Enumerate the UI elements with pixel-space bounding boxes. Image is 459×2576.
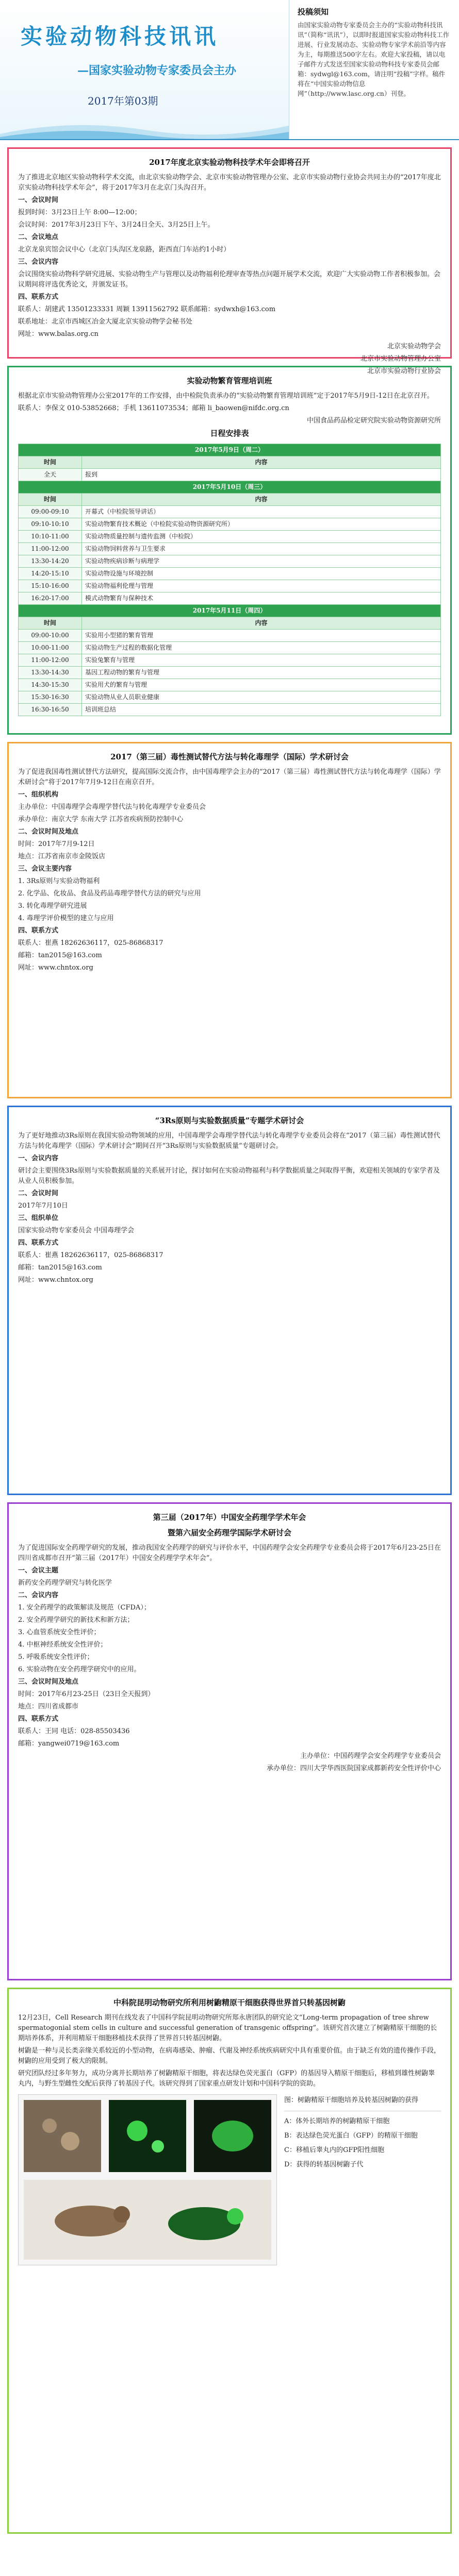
schedule-row: [19, 679, 441, 691]
schedule-row: [19, 592, 441, 605]
subheading: 二、会议地点: [18, 233, 59, 241]
website-link[interactable]: 网址：www.chntox.org: [18, 964, 93, 972]
schedule-item: 实验动物福利伦理与管理: [82, 580, 441, 592]
paragraph: 1. 3Rs原则与实验动物福利: [18, 877, 100, 885]
paragraph: 主办单位：中国毒理学会毒理学替代法与转化毒理学专业委员会: [18, 803, 206, 811]
paragraph: 联系人：王同 电话：028-85503436: [18, 1727, 130, 1735]
schedule-time: 15:10-16:00: [19, 580, 82, 592]
paragraph: 时间：2017年6月23-25日（23日全天报到）: [18, 1690, 155, 1698]
schedule-column-header: 内容: [82, 456, 441, 469]
article-breeding-training: [7, 366, 452, 735]
newsletter-title: 实验动物科技讯讯: [21, 24, 219, 49]
article-intro: 根据北京市实验动物管理办公室2017年的工作安排，由中检院负责承办的“实验动物繁育管理培训班”定于2017年5月9日-12日在北京召开。: [18, 392, 434, 400]
paragraph: 北京龙泉宾馆会议中心（北京门头沟区龙泉路，距西直门车站约1小时）: [18, 246, 231, 253]
schedule-item: 模式动物繁育与保种技术: [82, 592, 441, 605]
schedule-item: 培训班总结: [82, 704, 441, 716]
signature: 主办单位：中国药理学会安全药理学专业委员会: [300, 1752, 441, 1760]
article-intro: 12月23日，Cell Research 期刊在线发表了中国科学院昆明动物研究所郑永唐团队的研究论文“Long-term propagation of tree shrew spermatogonial stem cells in culture and successful generation of transgenic offspring”。该研究首次建立了树鼩精原干细胞的长期培养体系，并利用精原干细胞移植技术获得了世界首只转基因树鼩。: [18, 2014, 437, 2042]
email-link[interactable]: 邮箱：tan2015@163.com: [18, 1264, 102, 1272]
paragraph: 联系人：胡建武 13501233331 周颖 13911562792 联系邮箱：sydwxh@163.com: [18, 306, 276, 313]
paragraph: 5. 呼吸系统安全性评价；: [18, 1653, 94, 1661]
legend-item: B：表达绿色荧光蛋白（GFP）的精原干细胞: [284, 2132, 418, 2140]
legend-item: C：移植后睾丸内的GFP阳性细胞: [284, 2146, 385, 2154]
schedule-day-header: 2017年5月10日（周三）: [19, 481, 441, 494]
paragraph: 联系地址：北京市西城区冶金大厦北京实验动物学会秘书处: [18, 318, 193, 326]
issue-number: 2017年第03期: [88, 95, 158, 107]
email-link[interactable]: 邮箱：yangwei0719@163.com: [18, 1740, 120, 1748]
schedule-row: [19, 580, 441, 592]
schedule-item: 实验动物繁育技术概论（中检院实验动物资源研究所）: [82, 518, 441, 531]
masthead: [0, 0, 459, 140]
paragraph: 地点：江苏省南京市金陵饭店: [18, 853, 106, 860]
schedule-row: [19, 518, 441, 531]
paragraph: 3. 心血管系统安全性评价；: [18, 1629, 101, 1636]
schedule-time: 13:30-14:20: [19, 555, 82, 568]
schedule-row: [19, 469, 441, 481]
schedule-item: 实验动物疾病诊断与病理学: [82, 555, 441, 568]
schedule-item: 开幕式（中检院领导讲话）: [82, 506, 441, 518]
subheading: 三、会议时间及地点: [18, 1678, 79, 1686]
signature: 承办单位：四川大学华西医院国家成都新药安全性评价中心: [266, 1765, 441, 1772]
article-title: 第三届（2017年）中国安全药理学学术年会: [153, 1513, 306, 1522]
subheading: 一、会议时间: [18, 196, 59, 204]
schedule-time: 全天: [19, 469, 82, 481]
article-intro: 为了促进我国毒性测试替代方法研究，提高国际交流合作，由中国毒理学会主办的“2017（第三届）毒性测试替代方法与转化毒理学（国际）学术研讨会”将于2017年7月9-12日在南京召开。: [18, 768, 441, 786]
subheading: 三、会议主要内容: [18, 865, 72, 873]
paragraph: 2. 化学品、化妆品、食品及药品毒理学替代方法的研究与应用: [18, 890, 201, 897]
schedule-item: 实验动物饲料营养与卫生要求: [82, 543, 441, 555]
signature: 北京市实验动物行业协会: [367, 367, 441, 375]
schedule-row: [19, 691, 441, 704]
paragraph: 1. 安全药理学的政策解读及规范（CFDA）；: [18, 1604, 151, 1612]
paragraph: 树鼩是一种与灵长类亲缘关系较近的小型动物，在病毒感染、肿瘤、代谢及神经系统疾病研究中具有重要价值。由于缺乏有效的遗传操作手段，树鼩的应用受到了极大的限制。: [18, 2047, 441, 2065]
subheading: 四、联系方式: [18, 1239, 59, 1247]
schedule-item: 实验动物从业人员职业健康: [82, 691, 441, 704]
subheading: 三、会议内容: [18, 258, 59, 266]
article-title: 实验动物繁育管理培训班: [187, 376, 272, 385]
subheading: 二、会议内容: [18, 1591, 59, 1599]
schedule-item: 实验动物质量控制与遗传监测（中检院）: [82, 531, 441, 543]
schedule-table: [18, 444, 441, 716]
schedule-time: 09:00-09:10: [19, 506, 82, 518]
signature: 北京实验动物学会: [387, 343, 441, 350]
paragraph: 联系人：崔燕 18262636117，025-86868317: [18, 1251, 163, 1259]
subheading: 一、会议内容: [18, 1155, 59, 1162]
schedule-time: 16:30-16:50: [19, 704, 82, 716]
schedule-column-header: 时间: [19, 617, 82, 630]
newsletter-subtitle: —国家实验动物专家委员会主办: [77, 64, 237, 77]
signature: 中国食品药品检定研究院实验动物资源研究所: [306, 417, 441, 425]
subheading: 三、组织单位: [18, 1214, 59, 1222]
schedule-row: [19, 667, 441, 679]
schedule-item: 实验兔繁育与管理: [82, 654, 441, 667]
article-3rs-symposium: [7, 1106, 452, 1495]
paragraph: 研讨会主要围绕3Rs原则与实验数据质量的关系展开讨论，探讨如何在实验动物福利与科学数据质量之间取得平衡，欢迎相关领域的专家学者及从业人员积极参加。: [18, 1167, 440, 1185]
schedule-time: 09:00-10:00: [19, 630, 82, 642]
schedule-row: [19, 555, 441, 568]
schedule-item: 实验用小型猪的繁育管理: [82, 630, 441, 642]
legend-item: D：获得的转基因树鼩子代: [284, 2161, 364, 2168]
brand-area: [0, 0, 289, 139]
schedule-day-header: 2017年5月9日（周二）: [19, 444, 441, 456]
website-link[interactable]: 网址：www.chntox.org: [18, 1276, 93, 1284]
article-title: “3Rs原则与实验数据质量”专题学术研讨会: [155, 1116, 304, 1125]
paragraph: 会议围绕实验动物科学研究进展、实验动物生产与管理以及动物福利伦理审查等热点问题开展学术交流，欢迎广大实验动物工作者积极参加。会议期间将评选优秀论文，并颁发证书。: [18, 270, 441, 289]
article-intro: 为了推进北京地区实验动物科学术交流，由北京实验动物学会、北京市实验动物管理办公室、北京市实验动物行业协会共同主办的“2017年度北京实验动物科技学术年会”，将于2017年3月在北京门头沟召开。: [18, 174, 441, 192]
subheading: 二、会议时间: [18, 1190, 59, 1197]
paragraph: 联系人：崔燕 18262636117，025-86868317: [18, 939, 163, 947]
wave-decoration-icon: [0, 118, 289, 139]
subheading: 一、组织机构: [18, 791, 59, 799]
notice-heading: 投稿须知: [298, 7, 329, 16]
paragraph: 6. 实验动物在安全药理学研究中的应用。: [18, 1666, 141, 1673]
figure-caption: 图：树鼩精原干细胞培养及转基因树鼩的获得: [284, 2096, 419, 2104]
subheading: 四、联系方式: [18, 293, 59, 301]
schedule-item: 基因工程动物的繁育与管理: [82, 667, 441, 679]
schedule-column-header: 时间: [19, 494, 82, 506]
notice-text: 由国家实验动物专家委员会主办的“实验动物科技讯讯”（简称“讯讯”），以即时报道国家实验动物科技工作进展、行业发展动态、实验动物专家学术前沿等内容为主，每期推送500字左右。欢迎大家投稿，请以电子邮件方式发送至国家实验动物科技专家委员会邮箱：sydwgl@163.com，请注明“投稿”字样。稿件将在“中国实验动物信息网”（http://www.lasc.org.cn）刊登。: [298, 21, 450, 97]
article-title: 2017（第三届）毒性测试替代方法与转化毒理学（国际）学术研讨会: [110, 752, 349, 761]
paragraph: 承办单位：南京大学 东南大学 江苏省疾病预防控制中心: [18, 816, 184, 823]
schedule-title: 日程安排表: [210, 429, 249, 438]
schedule-time: 14:30-15:30: [19, 679, 82, 691]
legend-item: A：体外长期培养的树鼩精原干细胞: [284, 2117, 390, 2125]
schedule-column-header: 内容: [82, 494, 441, 506]
paragraph: 2. 安全药理学研究的新技术和新方法；: [18, 1616, 134, 1624]
schedule-row: [19, 543, 441, 555]
paragraph: 时间：2017年7月9-12日: [18, 840, 95, 848]
schedule-time: 11:00-12:00: [19, 543, 82, 555]
schedule-row: [19, 642, 441, 654]
schedule-row: [19, 704, 441, 716]
email-link[interactable]: 邮箱：tan2015@163.com: [18, 952, 102, 959]
paragraph: 2017年7月10日: [18, 1202, 68, 1210]
paragraph: 4. 毒理学评价模型的建立与应用: [18, 914, 114, 922]
subheading: 一、会议主题: [18, 1567, 59, 1574]
schedule-time: 10:10-11:00: [19, 531, 82, 543]
schedule-item: 实验动物设施与环境控制: [82, 568, 441, 580]
figure-block: [18, 2094, 441, 2265]
paragraph: 研究团队经过多年努力，成功分离并长期培养了树鼩精原干细胞，将表达绿色荧光蛋白（GFP）的基因导入精原干细胞后，移植到雄性树鼩睾丸内，与野生型雌性交配后获得了转基因子代。该研究得到了国家重点研发计划和中国科学院的资助。: [18, 2070, 435, 2088]
schedule-row: [19, 630, 441, 642]
article-intro: 为了更好地推动3Rs原则在我国实验动物领域的应用，中国毒理学会毒理学替代法与转化毒理学专业委员会将在“2017（第三届）毒性测试替代方法与转化毒理学（国际）学术研讨会”期间召开“3Rs原则与实验数据质量”专题研讨会。: [18, 1132, 440, 1150]
paragraph: 4. 中枢神经系统安全性评价；: [18, 1641, 107, 1649]
website-link[interactable]: 网址：www.balas.org.cn: [18, 330, 99, 338]
article-toxicology-symposium: [7, 742, 452, 1098]
paragraph: 3. 转化毒理学研究进展: [18, 902, 87, 910]
article-subtitle: 暨第六届安全药理学国际学术研讨会: [167, 1528, 291, 1537]
paragraph: 国家实验动物专家委员会 中国毒理学会: [18, 1227, 135, 1234]
paragraph: 新药安全药理学研究与转化医学: [18, 1579, 112, 1587]
schedule-column-header: 内容: [82, 617, 441, 630]
subheading: 四、联系方式: [18, 1715, 59, 1723]
paragraph: 报到时间：3月23日上午 8:00—12:00；: [18, 209, 141, 216]
article-tree-shrew: [7, 1988, 452, 2534]
schedule-day-header: 2017年5月11日（周四）: [19, 605, 441, 617]
figure-image-icon: [19, 2095, 276, 2265]
schedule-row: [19, 654, 441, 667]
schedule-time: 16:20-17:00: [19, 592, 82, 605]
submission-notice: [289, 0, 459, 139]
schedule-time: 13:30-14:30: [19, 667, 82, 679]
figure-legend: [284, 2094, 441, 2265]
article-safety-pharmacology: [7, 1502, 452, 1980]
schedule-column-header: 时间: [19, 456, 82, 469]
schedule-time: 14:20-15:10: [19, 568, 82, 580]
article-title: 2017年度北京实验动物科技学术年会即将召开: [149, 158, 310, 167]
paragraph: 联系人：李保文 010-53852668；手机 13611073534；邮箱 li_baowen@nifdc.org.cn: [18, 404, 289, 412]
subheading: 二、会议时间及地点: [18, 828, 79, 836]
schedule-item: 报到: [82, 469, 441, 481]
schedule-time: 09:10-10:10: [19, 518, 82, 531]
schedule-row: [19, 506, 441, 518]
research-figure: [18, 2094, 277, 2265]
schedule-time: 15:30-16:30: [19, 691, 82, 704]
schedule-time: 11:00-12:00: [19, 654, 82, 667]
schedule-item: 实验用犬的繁育与管理: [82, 679, 441, 691]
paragraph: 地点：四川省成都市: [18, 1703, 79, 1710]
schedule-row: [19, 568, 441, 580]
paragraph: 会议时间：2017年3月23日下午、3月24日全天、3月25日上午。: [18, 221, 215, 229]
schedule-row: [19, 531, 441, 543]
article-intro: 为了促进国际安全药理学研究的发展，推动我国安全药理学的研究与评价水平，中国药理学会安全药理学专业委员会将于2017年6月23-25日在四川省成都市召开“第三届（2017年）中国安全药理学学术年会”。: [18, 1544, 441, 1562]
schedule-time: 10:00-11:00: [19, 642, 82, 654]
article-title: 中科院昆明动物研究所利用树鼩精原干细胞获得世界首只转基因树鼩: [113, 1998, 346, 2007]
subheading: 四、联系方式: [18, 927, 59, 935]
article-beijing-annual-meeting: [7, 147, 452, 375]
schedule-item: 实验动物生产过程的数据化管理: [82, 642, 441, 654]
signature: 北京市实验动物管理办公室: [360, 355, 441, 363]
